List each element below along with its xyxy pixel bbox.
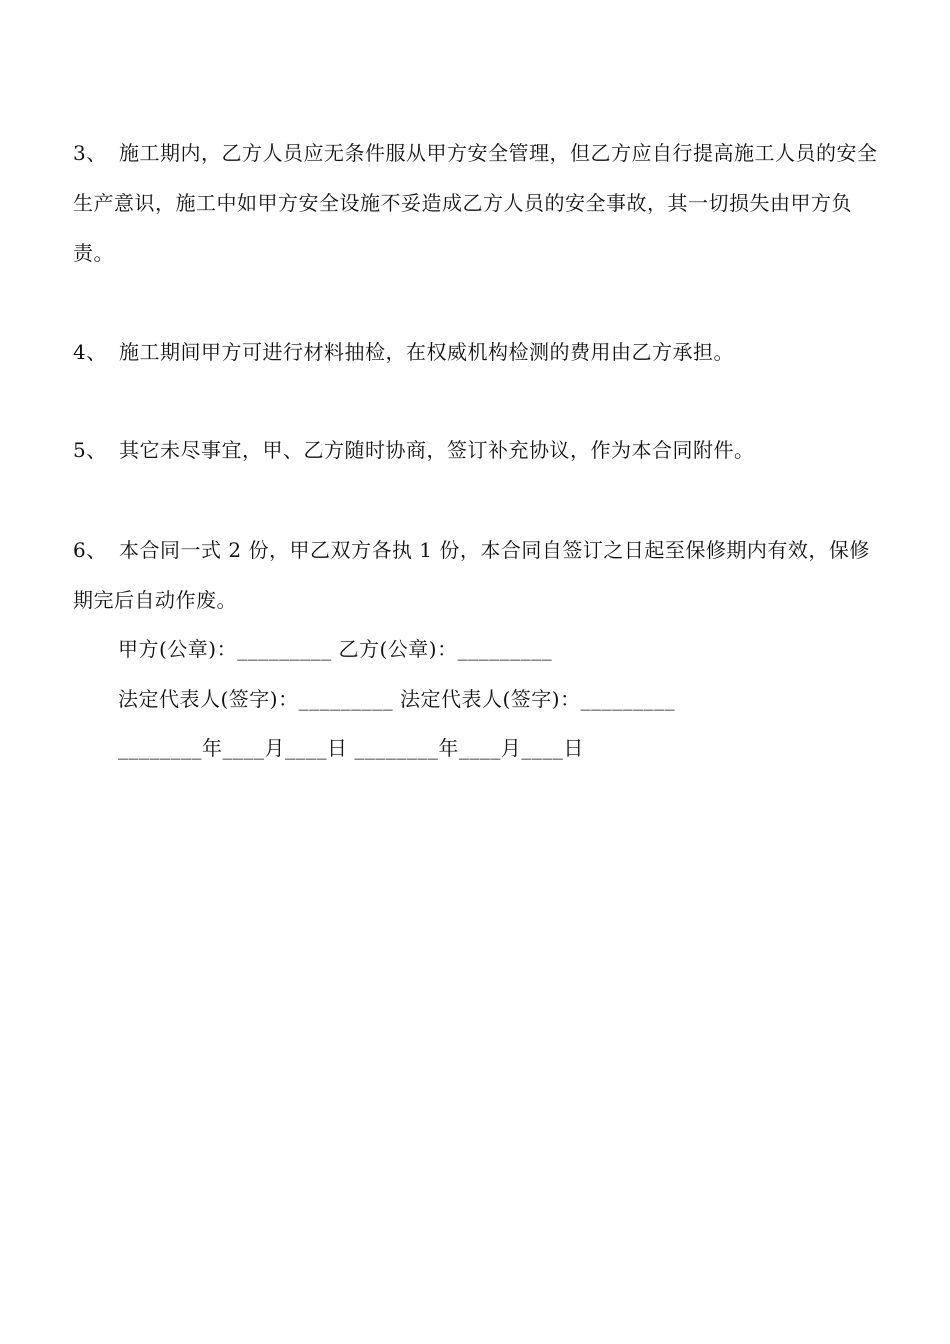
- representative-signature-line: 法定代表人(签字)：_________ 法定代表人(签字)：_________: [118, 687, 676, 711]
- clause-6: [73, 525, 888, 625]
- clause-4: [73, 327, 888, 377]
- clause-number: 5、: [73, 438, 107, 462]
- clause-number: 4、: [73, 340, 107, 364]
- clause-text: 本合同一式 2 份，甲乙双方各执 1 份，本合同自签订之日起至保修期内有效，保修期完后自动作废。: [73, 538, 870, 612]
- clause-number: 3、: [73, 141, 107, 165]
- clause-text: 施工期内，乙方人员应无条件服从甲方安全管理，但乙方应自行提高施工人员的安全生产意识，施工中如甲方安全设施不妥造成乙方人员的安全事故，其一切损失由甲方负责。: [73, 141, 878, 265]
- clause-text: 施工期间甲方可进行材料抽检，在权威机构检测的费用由乙方承担。: [119, 340, 734, 364]
- clause-number: 6、: [73, 538, 107, 562]
- clause-5: [73, 425, 888, 475]
- clause-text: 其它未尽事宜，甲、乙方随时协商，签订补充协议，作为本合同附件。: [119, 438, 755, 462]
- date-line: ________年____月____日 ________年____月____日: [118, 736, 584, 760]
- clause-3: [73, 128, 888, 278]
- party-seal-line: 甲方(公章)：_________ 乙方(公章)：_________: [118, 637, 553, 661]
